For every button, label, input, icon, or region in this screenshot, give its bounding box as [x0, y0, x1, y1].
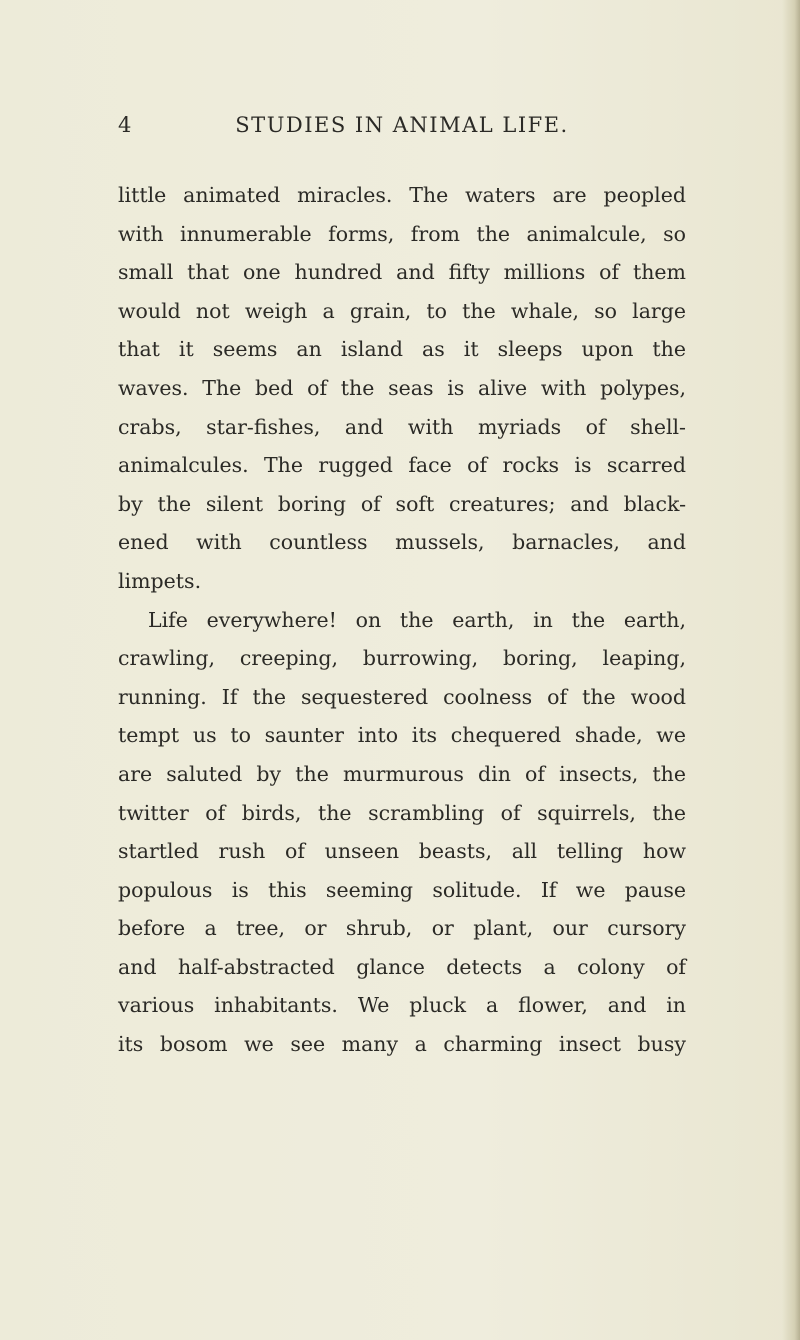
- text-line: running. If the sequestered coolness of the wood: [118, 684, 686, 709]
- body-text: [118, 176, 686, 1064]
- text-line: Life everywhere! on the earth, in the earth,: [148, 607, 686, 632]
- text-line: would not weigh a grain, to the whale, so large: [118, 298, 686, 323]
- text-line: that it seems an island as it sleeps upon the: [118, 337, 686, 362]
- text-line: twitter of birds, the scrambling of squirrels, the: [118, 800, 686, 825]
- text-line: startled rush of unseen beasts, all telling how: [118, 839, 686, 864]
- text-line: tempt us to saunter into its chequered shade, we: [118, 723, 686, 748]
- running-head: STUDIES IN ANIMAL LIFE.: [235, 113, 569, 137]
- page-edge-shadow: [782, 0, 800, 1340]
- text-line: small that one hundred and fifty millions of them: [118, 260, 686, 285]
- text-line: various inhabitants. We pluck a flower, and in: [118, 993, 686, 1018]
- text-line: crawling, creeping, burrowing, boring, leaping,: [118, 646, 686, 671]
- page-number: 4: [118, 113, 132, 137]
- text-line: waves. The bed of the seas is alive with polypes,: [118, 375, 686, 400]
- text-line: and half-abstracted glance detects a colony of: [118, 954, 686, 979]
- text-line: by the silent boring of soft creatures; and black-: [118, 491, 686, 516]
- text-line: crabs, star-fishes, and with myriads of shell-: [118, 414, 686, 439]
- text-line: ened with countless mussels, barnacles, and: [118, 530, 686, 555]
- text-line: its bosom we see many a charming insect busy: [118, 1032, 686, 1057]
- text-line: before a tree, or shrub, or plant, our cursory: [118, 916, 686, 941]
- text-line: limpets.: [118, 568, 202, 593]
- text-line: are saluted by the murmurous din of insects, the: [118, 761, 686, 786]
- text-line: with innumerable forms, from the animalcule, so: [118, 221, 686, 246]
- text-line: populous is this seeming solitude. If we pause: [118, 877, 686, 902]
- text-line: little animated miracles. The waters are peopled: [118, 183, 686, 207]
- text-line: animalcules. The rugged face of rocks is scarred: [118, 453, 686, 478]
- page-header: [118, 113, 686, 143]
